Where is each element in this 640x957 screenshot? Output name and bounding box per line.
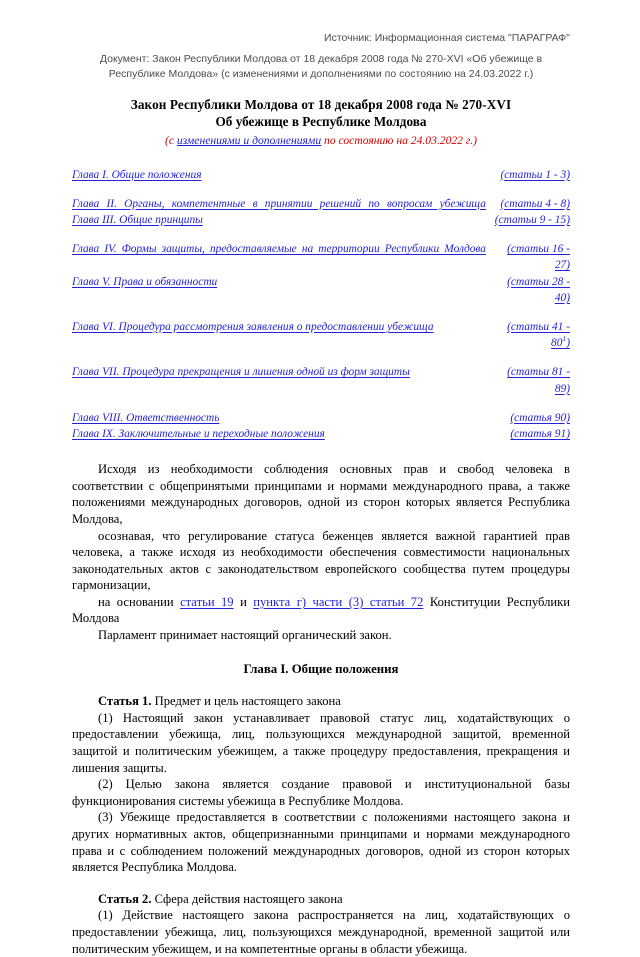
toc-row[interactable] xyxy=(72,241,570,273)
toc-chapter-link[interactable]: Глава VII. Процедура прекращения и лишения одной из форм защиты xyxy=(72,366,410,379)
toc-article-range[interactable]: (статьи 16 - 27) xyxy=(507,243,570,272)
article-heading xyxy=(72,693,570,710)
articles-container xyxy=(72,693,570,957)
page-subtitle: Об убежище в Республике Молдова xyxy=(215,113,427,129)
toc-article-range[interactable]: (статья 90) xyxy=(510,411,570,424)
toc-chapter-link[interactable]: Глава IV. Формы защиты, предоставляемые на территории Республики Молдова xyxy=(72,243,486,256)
toc-chapter-link[interactable]: Глава VI. Процедура рассмотрения заявления о предоставлении убежища xyxy=(72,320,434,333)
amendment-note xyxy=(72,133,570,149)
toc-chapter-link[interactable]: Глава II. Органы, компетентные в принятии решений по вопросам убежища xyxy=(72,197,486,210)
preamble-p3-mid: и xyxy=(233,594,254,609)
article-paragraph: (1) Действие настоящего закона распространяется на лиц, ходатайствующих о предоставлении убежища, лиц, пользующихся международной, временной защитой или политическим убежищем, и на компетентные органы в области убежища. xyxy=(72,908,570,956)
toc-row[interactable] xyxy=(72,410,570,426)
chapter-1-heading: Глава I. Общие положения xyxy=(243,661,399,676)
article-paragraph: (2) Целью закона является создание правовой и институциональной базы функционирования системы убежища в Республике Молдова. xyxy=(72,777,570,808)
toc-chapter-link[interactable]: Глава VIII. Ответственность xyxy=(72,411,220,424)
toc-row[interactable] xyxy=(72,364,570,396)
article-title: Предмет и цель настоящего закона xyxy=(151,694,341,709)
article-number: Статья 2. xyxy=(98,891,152,906)
preamble-p3-prefix: на основании xyxy=(98,594,181,609)
preamble-p3-suffix: Конституции Республики Молдова xyxy=(72,594,570,626)
toc-chapter-link[interactable]: Глава I. Общие положения xyxy=(72,168,202,181)
page-title: Закон Республики Молдова от 18 декабря 2008 года № 270-XVI xyxy=(130,96,512,112)
preamble-paragraph-4: Парламент принимает настоящий органический закон. xyxy=(98,628,392,643)
toc-article-range[interactable] xyxy=(494,319,570,351)
article-title: Сфера действия настоящего закона xyxy=(151,891,343,906)
toc-article-range[interactable]: (статьи 4 - 8) xyxy=(500,197,570,210)
title-block xyxy=(72,96,570,149)
toc-article-range[interactable]: (статьи 9 - 15) xyxy=(494,213,570,226)
preamble-paragraph-1: Исходя из необходимости соблюдения основных прав и свобод человека в соответствии с общепринятыми принципами и нормами международного права, а также положениями международных договоров, одной из сторон которых является Республика Молдова, xyxy=(72,462,570,526)
toc-range-superscript: 1 xyxy=(562,334,567,344)
preamble-paragraph-2: осознавая, что регулирование статуса беженцев является важной гарантией прав человека, а также исходя из необходимости обеспечения совместимости национальных законодательных актов с законодательством европейского сообщества путем процедуры гармонизации, xyxy=(72,528,570,593)
toc-range-tail: ) xyxy=(566,337,570,350)
preamble-paragraph-3 xyxy=(72,594,570,627)
amendment-suffix: по состоянию на 24.03.2022 г.) xyxy=(321,133,478,147)
toc-row[interactable] xyxy=(72,196,570,212)
toc-row[interactable] xyxy=(72,274,570,306)
toc-row[interactable] xyxy=(72,167,570,183)
toc-row[interactable] xyxy=(72,319,570,351)
toc-article-range[interactable]: (статья 91) xyxy=(510,427,570,440)
source-line: Источник: Информационная система "ПАРАГРАФ" xyxy=(324,32,570,44)
article-paragraph: (1) Настоящий закон устанавливает правовой статус лиц, ходатайствующих о предоставлении убежища, лиц, пользующихся международной защитой, временной защитой и политическим убежищем, а также процедуру предоставления, прекращения и лишения защиты. xyxy=(72,710,570,775)
toc-range-base: (статьи 41 - 80 xyxy=(507,320,570,350)
link-article-19[interactable]: статьи 19 xyxy=(180,594,234,609)
document-header xyxy=(72,0,570,83)
toc-article-range[interactable]: (статьи 28 - 40) xyxy=(507,275,570,304)
table-of-contents xyxy=(72,167,570,443)
amendment-link[interactable]: изменениями и дополнениями xyxy=(176,133,322,147)
toc-row[interactable] xyxy=(72,426,570,442)
toc-chapter-link[interactable]: Глава IX. Заключительные и переходные положения xyxy=(72,427,325,440)
article-number: Статья 1. xyxy=(98,694,152,709)
toc-chapter-link[interactable]: Глава V. Права и обязанности xyxy=(72,275,218,288)
amendment-prefix: (с xyxy=(164,133,177,147)
toc-row[interactable] xyxy=(72,212,570,228)
document-descriptor-line: Документ: Закон Республики Молдова от 18 декабря 2008 года № 270-XVI «Об убежище в Республике Молдова» (с изменениями и дополнениями по состоянию на 24.03.2022 г.) xyxy=(99,52,543,80)
toc-article-range[interactable]: (статьи 1 - 3) xyxy=(500,168,570,181)
document-body xyxy=(72,461,570,957)
link-article-72[interactable]: пункта г) части (3) статьи 72 xyxy=(253,594,424,609)
toc-chapter-link[interactable]: Глава III. Общие принципы xyxy=(72,213,203,226)
article-paragraph: (3) Убежище предоставляется в соответствии с положениями настоящего закона и других нормативных актов, общепризнанными принципами и нормами международного права и с соблюдением положений международных договоров, одной из сторон которых является Республика Молдова. xyxy=(72,810,570,875)
article-spacer xyxy=(72,876,570,891)
toc-article-range[interactable]: (статьи 81 - 89) xyxy=(507,366,570,395)
